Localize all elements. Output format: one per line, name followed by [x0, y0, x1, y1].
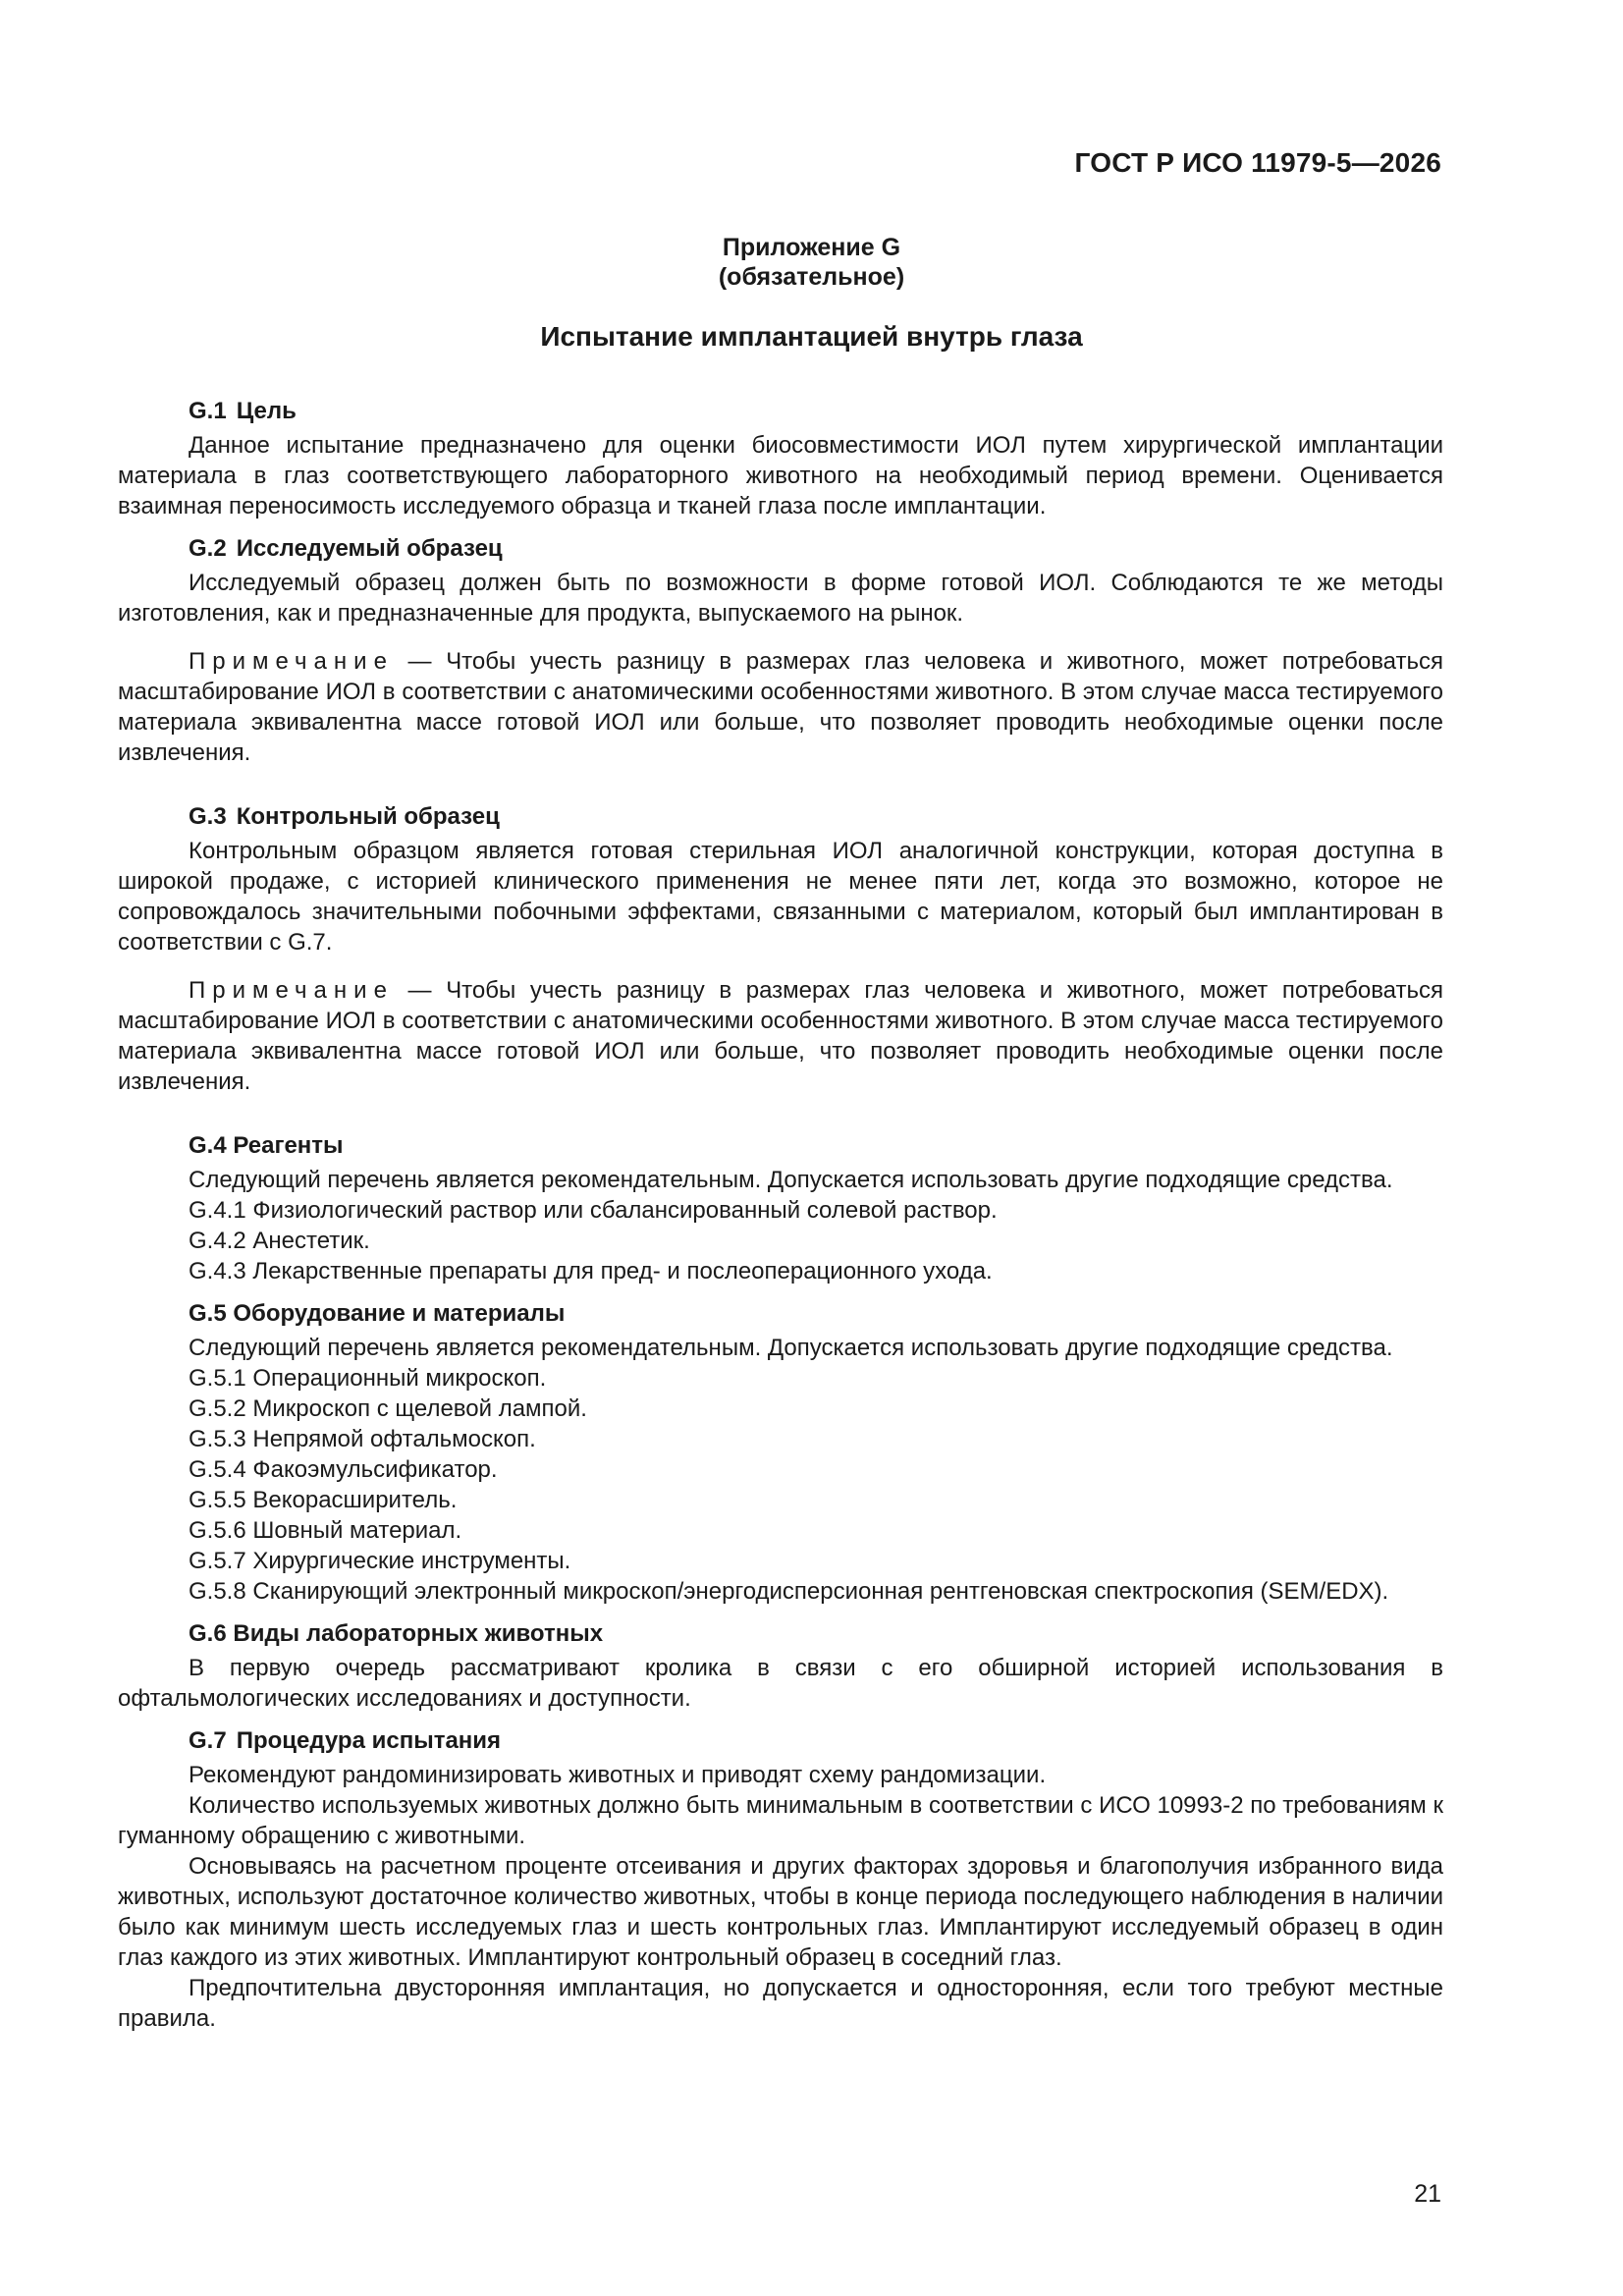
paragraph: Рекомендуют рандоминизировать животных и приводят схему рандомизации.	[189, 1762, 1047, 1788]
page-number: 21	[1414, 2180, 1441, 2208]
list-item: G.5.7 Хирургические инструменты.	[189, 1548, 571, 1574]
paragraph: В первую очередь рассматривают кролика в связи с его обширной историей использования в офтальмологических исследованиях и доступности.	[118, 1655, 1443, 1712]
list-item: G.5.8 Сканирующий электронный микроскоп/энергодисперсионная рентгеновская спектроскопия (SEM/EDX).	[189, 1578, 1389, 1605]
list-item: G.5.4 Факоэмульсификатор.	[189, 1456, 498, 1483]
paragraph: Предпочтительна двусторонняя имплантация, но допускается и односторонняя, если того требуют местные правила.	[118, 1975, 1443, 2032]
list-item: G.4.1 Физиологический раствор или сбалансированный солевой раствор.	[189, 1197, 998, 1224]
section-heading-g2: G.2 Исследуемый образец	[189, 535, 503, 562]
note	[118, 646, 1443, 768]
list-intro: Следующий перечень является рекомендательным. Допускается использовать другие подходящие средства.	[189, 1167, 1393, 1193]
paragraph: Контрольным образцом является готовая стерильная ИОЛ аналогичной конструкции, которая доступна в широкой продаже, с историей клинического применения не менее пяти лет, когда это возможно, которое не сопровождалось значительными побочными эффектами, связанными с материалом, который был имплантирован в соответствии с G.7.	[118, 838, 1443, 956]
section-heading-g3: G.3 Контрольный образец	[189, 803, 500, 830]
list-item: G.4.2 Анестетик.	[189, 1228, 370, 1254]
paragraph: Данное испытание предназначено для оценки биосовместимости ИОЛ путем хирургической имплантации материала в глаз соответствующего лабораторного животного на необходимый период времени. Оценивается взаимная переносимость исследуемого образца и тканей глаза после имплантации.	[118, 432, 1443, 519]
note-text: — Чтобы учесть разницу в размерах глаз человека и животного, может потребоваться масштабирование ИОЛ в соответствии с анатомическими особенностями животного. В этом случае масса тестируемого материала эквивалентна массе готовой ИОЛ или больше, что позволяет проводить необходимые оценки после извлечения.	[118, 977, 1443, 1095]
section-heading-g4: G.4 Реагенты	[189, 1132, 344, 1159]
list-intro: Следующий перечень является рекомендательным. Допускается использовать другие подходящие средства.	[189, 1335, 1393, 1361]
section-heading-g6: G.6 Виды лабораторных животных	[189, 1620, 604, 1647]
section-heading-g1: G.1 Цель	[189, 398, 297, 424]
list-item: G.5.1 Операционный микроскоп.	[189, 1365, 547, 1392]
list-item: G.4.3 Лекарственные препараты для пред- и послеоперационного ухода.	[189, 1258, 993, 1285]
section-heading-g5: G.5 Оборудование и материалы	[189, 1300, 566, 1327]
annex-title: Приложение G	[722, 234, 901, 261]
list-item: G.5.2 Микроскоп с щелевой лампой.	[189, 1395, 587, 1422]
note-label: Примечание	[189, 648, 394, 675]
document-body	[118, 396, 1443, 2034]
list-item: G.5.6 Шовный материал.	[189, 1517, 462, 1544]
note-label: Примечание	[189, 977, 394, 1004]
note	[118, 975, 1443, 1097]
annex-heading: Испытание имплантацией внутрь глаза	[540, 321, 1083, 352]
paragraph: Количество используемых животных должно быть минимальным в соответствии с ИСО 10993-2 по требованиям к гуманному обращению с животными.	[118, 1792, 1443, 1849]
note-text: — Чтобы учесть разницу в размерах глаз человека и животного, может потребоваться масштабирование ИОЛ в соответствии с анатомическими особенностями животного. В этом случае масса тестируемого материала эквивалентна массе готовой ИОЛ или больше, что позволяет проводить необходимые оценки после извлечения.	[118, 648, 1443, 766]
paragraph: Исследуемый образец должен быть по возможности в форме готовой ИОЛ. Соблюдаются те же методы изготовления, как и предназначенные для продукта, выпускаемого на рынок.	[118, 570, 1443, 627]
section-heading-g7: G.7 Процедура испытания	[189, 1727, 502, 1754]
list-item: G.5.5 Векорасширитель.	[189, 1487, 458, 1513]
list-item: G.5.3 Непрямой офтальмоскоп.	[189, 1426, 536, 1452]
annex-status: (обязательное)	[718, 263, 905, 291]
paragraph: Основываясь на расчетном проценте отсеивания и других факторах здоровья и благополучия избранного вида животных, используют достаточное количество животных, чтобы в конце периода последующего наблюдения в наличии было как минимум шесть исследуемых глаз и шесть контрольных глаз. Имплантируют исследуемый образец в один глаз каждого из этих животных. Имплантируют контрольный образец в соседний глаз.	[118, 1853, 1443, 1971]
standard-code: ГОСТ Р ИСО 11979-5—2026	[1074, 147, 1441, 178]
